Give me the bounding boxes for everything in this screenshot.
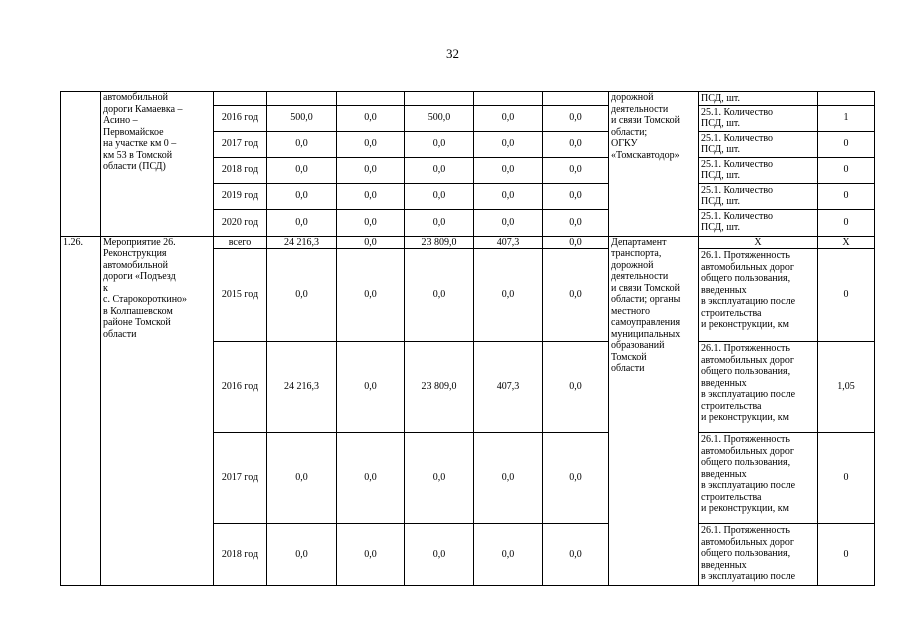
table-row: 2019 год 0,0 0,0 0,0 0,0 0,0 25.1. Количество ПСД, шт. 0 (61, 183, 875, 209)
table-row: 2016 год 24 216,3 0,0 23 809,0 407,3 0,0 26.1. Протяженность автомобильных дорог общего пользования, введенных в эксплуатацию после строительства и реконструкции, км 1,05 (61, 342, 875, 433)
table-row: 1.26. Мероприятие 26. Реконструкция автомобильной дороги «Подъезд к с. Старокороткино» в Колпашевском районе Томской области всего 24 216,3 0,0 23 809,0 407,3 0,0 Департамент транспорта, дорожной деятельности и связи Томской области; органы местного самоуправления муниципальных образований Томской области Х Х (61, 236, 875, 249)
table-row: 2018 год 0,0 0,0 0,0 0,0 0,0 26.1. Протяженность автомобильных дорог общего пользования, введенных в эксплуатацию после 0 (61, 524, 875, 586)
row-number-cell (61, 92, 101, 237)
indicator-cell: 25.1. Количество ПСД, шт. (699, 183, 818, 209)
indicator-cell: 25.1. Количество ПСД, шт. (699, 131, 818, 157)
row-number-cell: 1.26. (61, 236, 101, 586)
table-row: 2016 год 500,0 0,0 500,0 0,0 0,0 25.1. Количество ПСД, шт. 1 (61, 105, 875, 131)
indicator-cell: 26.1. Протяженность автомобильных дорог общего пользования, введенных в эксплуатацию после (699, 524, 818, 586)
indicator-cell: 25.1. Количество ПСД, шт. (699, 105, 818, 131)
table-row: 2017 год 0,0 0,0 0,0 0,0 0,0 25.1. Количество ПСД, шт. 0 (61, 131, 875, 157)
activity-name-cell: автомобильной дороги Камаевка – Асино – Первомайское на участке км 0 – км 53 в Томской области (ПСД) (101, 92, 214, 237)
indicator-cell: 26.1. Протяженность автомобильных дорог общего пользования, введенных в эксплуатацию после строительства и реконструкции, км (699, 342, 818, 433)
activity-name-cell: Мероприятие 26. Реконструкция автомобильной дороги «Подъезд к с. Старокороткино» в Колпашевском районе Томской области (101, 236, 214, 586)
indicator-cell: 26.1. Протяженность автомобильных дорог общего пользования, введенных в эксплуатацию после строительства и реконструкции, км (699, 249, 818, 342)
executor-cell: Департамент транспорта, дорожной деятельности и связи Томской области; органы местного самоуправления муниципальных образований Томской области (609, 236, 699, 586)
table-row: 2015 год 0,0 0,0 0,0 0,0 0,0 26.1. Протяженность автомобильных дорог общего пользования, введенных в эксплуатацию после строительства и реконструкции, км 0 (61, 249, 875, 342)
program-table (60, 91, 875, 586)
table-row (61, 92, 875, 106)
page-number: 32 (446, 46, 459, 61)
indicator-cell: ПСД, шт. (699, 92, 818, 106)
table-row: 2020 год 0,0 0,0 0,0 0,0 0,0 25.1. Количество ПСД, шт. 0 (61, 209, 875, 236)
indicator-cell: 25.1. Количество ПСД, шт. (699, 157, 818, 183)
table-row: 2017 год 0,0 0,0 0,0 0,0 0,0 26.1. Протяженность автомобильных дорог общего пользования, введенных в эксплуатацию после строительства и реконструкции, км 0 (61, 433, 875, 524)
executor-cell: дорожной деятельности и связи Томской области; ОГКУ «Томскавтодор» (609, 92, 699, 237)
table-row: 2018 год 0,0 0,0 0,0 0,0 0,0 25.1. Количество ПСД, шт. 0 (61, 157, 875, 183)
indicator-cell: 26.1. Протяженность автомобильных дорог общего пользования, введенных в эксплуатацию после строительства и реконструкции, км (699, 433, 818, 524)
indicator-cell: 25.1. Количество ПСД, шт. (699, 209, 818, 236)
